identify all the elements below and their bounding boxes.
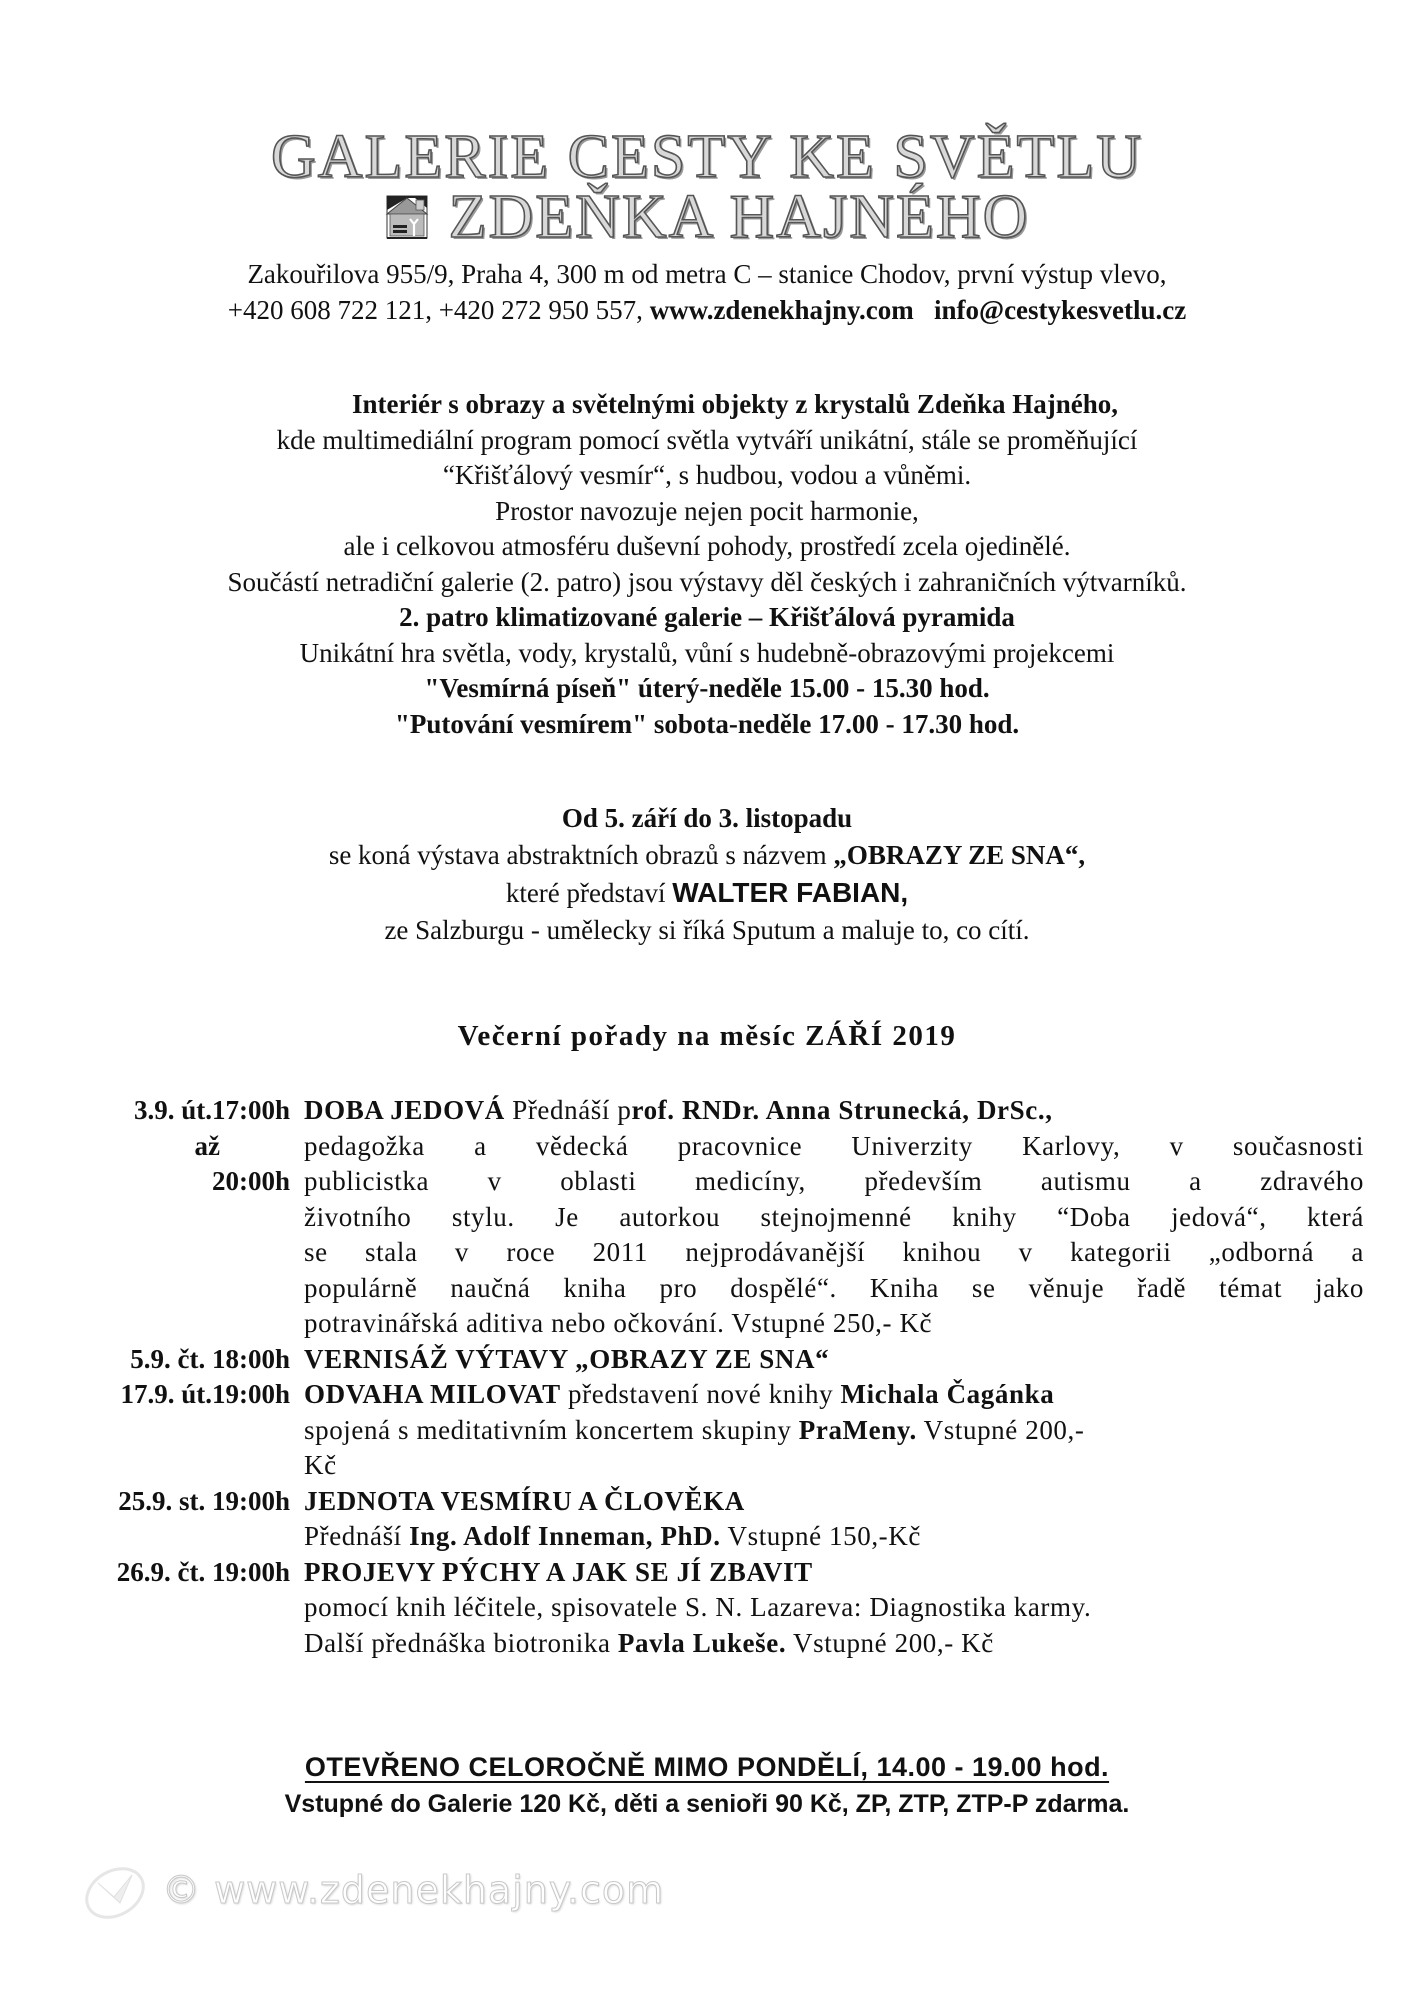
- intro-line: kde multimediální program pomocí světla vytváří unikátní, stále se proměňující: [276, 424, 1138, 455]
- intro-block: [0, 387, 1414, 742]
- intro-line: Unikátní hra světla, vody, krystalů, vůní s hudebně-obrazovými projekcemi: [299, 637, 1115, 668]
- house-logo-icon: [385, 192, 429, 242]
- event-item: [48, 1484, 1364, 1555]
- exhibition-dates: Od 5. září do 3. listopadu: [561, 803, 853, 833]
- show-schedule-2: "Putování vesmírem" sobota-neděle 17.00 - 17.30 hod.: [394, 708, 1020, 739]
- watermark-logo-icon: [80, 1855, 150, 1925]
- exhibition-title: „OBRAZY ZE SNA“,: [833, 840, 1086, 870]
- event-datetime: 5.9. čt. 18:00h: [130, 1343, 290, 1374]
- exhibition-line2: se koná výstava abstraktních obrazů s názvem „OBRAZY ZE SNA“,: [328, 840, 1086, 870]
- event-description: DOBA JEDOVÁ Přednáší prof. RNDr. Anna Strunecká, DrSc., pedagožka a vědecká pracovnice Univerzity Karlovy, v současnosti publicistka v oblasti medicíny, především autismu a zdravého životního stylu. Je autorkou stejnojmenné knihy “Doba jedová“, která se stala v roce 2011 nejprodávanější knihou v kategorii „odborná a populárně naučná kniha pro dospělé“. Kniha se věnuje řadě témat jako potravinářská aditiva nebo očkování. Vstupné 250,- Kč: [304, 1095, 1364, 1338]
- event-speaker: rof. RNDr. Anna Strunecká, DrSc.,: [631, 1095, 1053, 1125]
- address-line: Zakouřilova 955/9, Praha 4, 300 m od metra C – stanice Chodov, první výstup vlevo,: [247, 259, 1167, 289]
- event-title: PROJEVY PÝCHY A JAK SE JÍ ZBAVIT: [304, 1556, 813, 1587]
- gallery-title-line1: GALERIE CESTY KE SVĚTLU: [270, 123, 1143, 191]
- gallery-title-line2-wrap: [0, 182, 1414, 257]
- watermark-text: © www.zdenekhajny.com: [162, 1868, 665, 1912]
- intro-line: ale i celkovou atmosféru duševní pohody, prostředí zcela ojedinělé.: [343, 531, 1071, 561]
- event-item: [48, 1342, 1364, 1378]
- program-heading: Večerní pořady na měsíc ZÁŘÍ 2019: [457, 1020, 957, 1052]
- exhibition-line4: ze Salzburgu - umělecky si říká Sputum a maluje to, co cítí.: [384, 915, 1030, 945]
- intro-heading: Interiér s obrazy a světelnými objekty z krystalů Zdeňka Hajného,: [352, 389, 1118, 419]
- event-title: DOBA JEDOVÁ: [304, 1095, 505, 1125]
- event-description: PROJEVY PÝCHY A JAK SE JÍ ZBAVIT pomocí knih léčitele, spisovatele S. N. Lazareva: Diagnostika karmy. Další přednáška biotronika Pavla Lukeše. Vstupné 200,- Kč: [304, 1556, 1092, 1658]
- event-datetime: 25.9. st. 19:00h: [118, 1485, 290, 1516]
- pyramid-heading: 2. patro klimatizované galerie – Křišťálová pyramida: [399, 602, 1015, 632]
- intro-line: Součástí netradiční galerie (2. patro) jsou výstavy děl českých i zahraničních výtvarníků.: [227, 566, 1187, 597]
- events-list: [48, 1093, 1364, 1661]
- show-schedule-1: "Vesmírná píseň" úterý-neděle 15.00 - 15.30 hod.: [424, 673, 990, 703]
- event-description: ODVAHA MILOVAT představení nové knihy Michala Čagánka spojená s meditativním koncertem skupiny PraMeny. Vstupné 200,- Kč: [304, 1379, 1085, 1480]
- event-title: ODVAHA MILOVAT: [304, 1379, 561, 1409]
- event-title: VERNISÁŽ VÝTAVY „OBRAZY ZE SNA“: [304, 1343, 830, 1374]
- contact-line: [0, 292, 1414, 328]
- website-link[interactable]: www.zdenekhajny.com: [649, 295, 914, 325]
- gallery-title-line2: ZDEŇKA HAJNÉHO: [448, 183, 1030, 251]
- event-datetime: 3.9. út.17:00h až 20:00h: [133, 1095, 290, 1196]
- admission-prices: Vstupné do Galerie 120 Kč, děti a senioři 90 Kč, ZP, ZTP, ZTP-P zdarma.: [284, 1790, 1130, 1818]
- event-description: JEDNOTA VESMÍRU A ČLOVĚKA Přednáší Ing. Adolf Inneman, PhD. Vstupné 150,-Kč: [304, 1485, 921, 1551]
- event-description: [304, 1342, 1364, 1378]
- event-item: [48, 1555, 1364, 1662]
- intro-line: “Křišťálový vesmír“, s hudbou, vodou a vůněmi.: [442, 460, 972, 490]
- event-item: [48, 1377, 1364, 1484]
- event-datetime: 17.9. út.19:00h: [120, 1379, 290, 1409]
- event-item: [48, 1093, 1364, 1342]
- event-datetime: 26.9. čt. 19:00h: [116, 1556, 290, 1587]
- event-title: JEDNOTA VESMÍRU A ČLOVĚKA: [304, 1485, 745, 1516]
- exhibition-block: [0, 800, 1414, 949]
- intro-line: Prostor navozuje nejen pocit harmonie,: [495, 495, 919, 526]
- opening-hours: OTEVŘENO CELOROČNĚ MIMO PONDĚLÍ, 14.00 - 19.00 hod.: [304, 1752, 1110, 1782]
- watermark: [80, 1855, 664, 1925]
- exhibition-line3: které představí WALTER FABIAN,: [505, 877, 909, 908]
- phone-numbers: +420 608 722 121, +420 272 950 557,: [227, 295, 643, 325]
- artist-name: WALTER FABIAN,: [672, 877, 909, 908]
- email-link[interactable]: info@cestykesvetlu.cz: [933, 295, 1187, 325]
